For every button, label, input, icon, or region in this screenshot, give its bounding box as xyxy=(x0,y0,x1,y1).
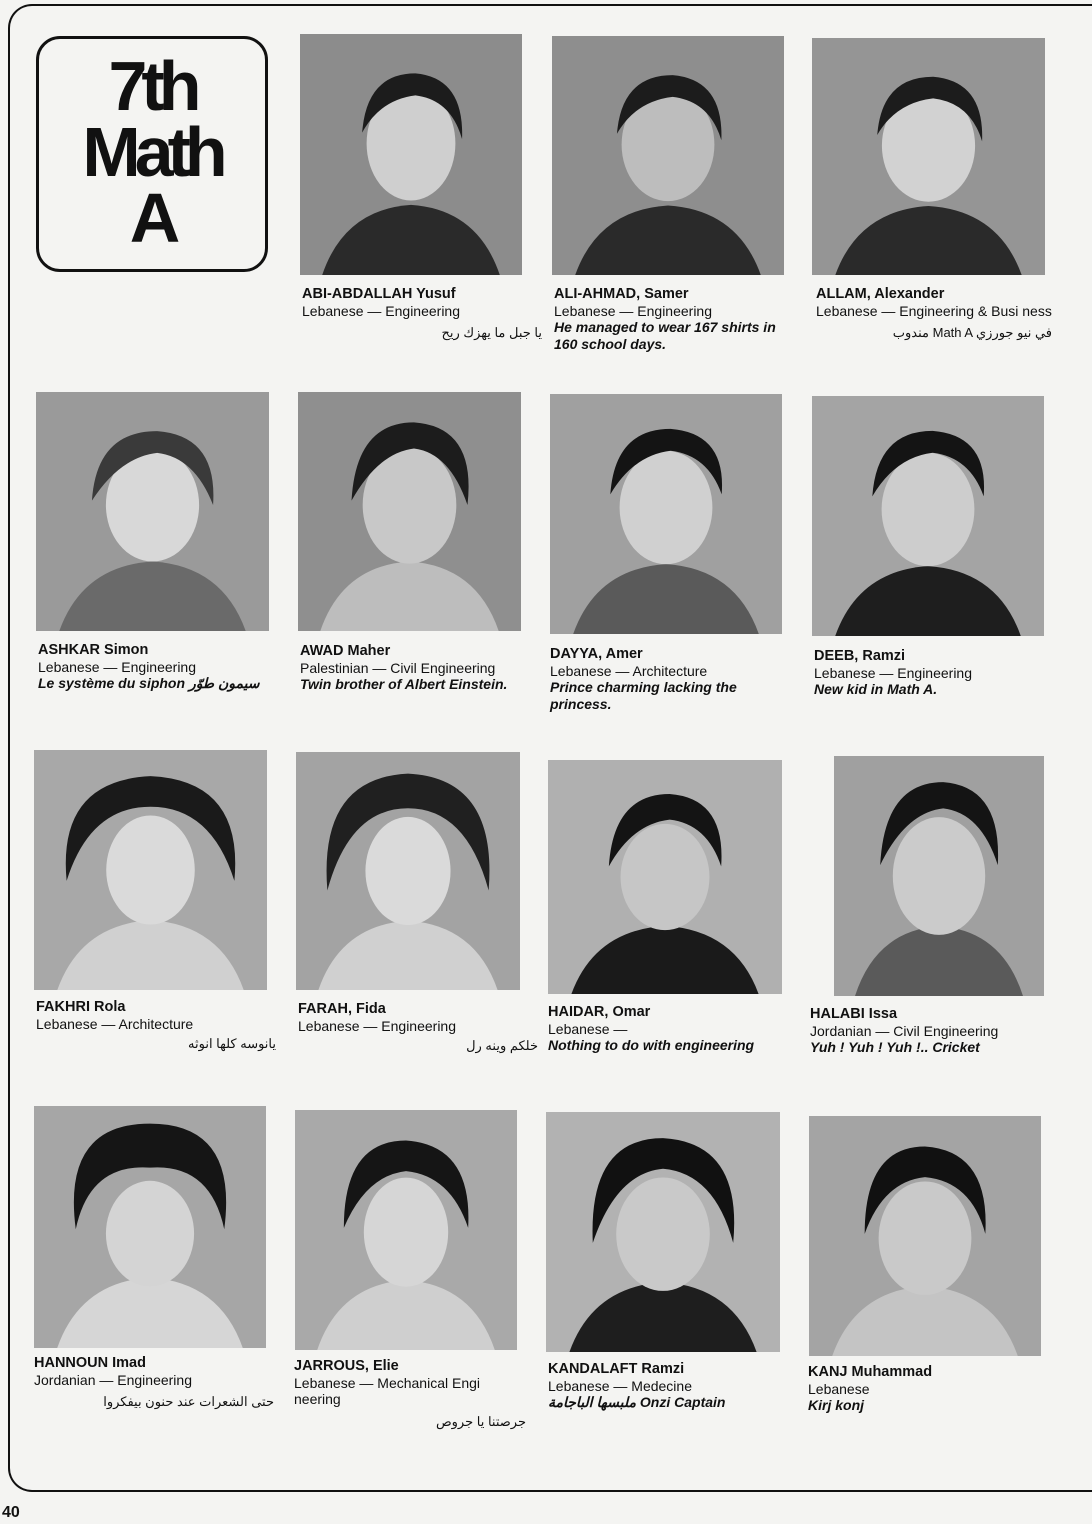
title-line-2: Math xyxy=(82,113,222,191)
student-caption xyxy=(38,642,278,692)
student-nationality: Lebanese — Medecine xyxy=(548,1377,692,1394)
student-photo xyxy=(548,760,782,994)
student-arabic-quote: يانوسه كلها انوثه xyxy=(188,1036,276,1051)
title-box xyxy=(36,36,268,272)
student-quote: Le système du siphon سيمون طوّر xyxy=(38,675,260,691)
student-caption xyxy=(554,286,794,352)
student-photo xyxy=(298,392,521,631)
student-photo xyxy=(812,38,1045,275)
student-name: HANNOUN Imad xyxy=(34,1355,146,1371)
student-nationality: Lebanese — Engineering xyxy=(814,664,973,681)
student-caption xyxy=(808,1364,1048,1414)
student-quote: He managed to wear 167 shirts in 160 school days. xyxy=(554,319,776,352)
student-photo xyxy=(546,1112,780,1352)
student-nationality: Lebanese — Architecture xyxy=(36,1015,194,1032)
student-name: KANJ Muhammad xyxy=(808,1364,933,1380)
student-nationality: Lebanese — xyxy=(548,1020,628,1037)
student-nationality: Lebanese — Engineering xyxy=(554,302,713,319)
student-name: DEEB, Ramzi xyxy=(814,648,906,664)
student-photo xyxy=(34,1106,266,1348)
student-quote: Yuh ! Yuh ! Yuh !.. Cricket xyxy=(810,1039,980,1055)
student-quote: Kirj konj xyxy=(808,1397,865,1413)
student-name: AWAD Maher xyxy=(300,643,391,659)
student-caption xyxy=(294,1358,526,1430)
student-quote: Nothing to do with engineering xyxy=(548,1037,755,1053)
student-nationality: Lebanese — Architecture xyxy=(550,662,708,679)
student-caption xyxy=(548,1361,788,1411)
student-nationality: Jordanian — Engineering xyxy=(34,1371,192,1388)
student-nationality: Lebanese — Engineering xyxy=(38,658,197,675)
student-caption xyxy=(34,1355,274,1411)
student-nationality: Lebanese — Mechanical Engi neering xyxy=(294,1374,481,1407)
student-caption xyxy=(300,643,540,693)
student-name: ABI-ABDALLAH Yusuf xyxy=(302,286,456,302)
student-nationality: Lebanese — Engineering & Busi ness xyxy=(816,302,1052,319)
student-arabic-quote: حتى الشعرات عند حنون بيفكروا xyxy=(103,1394,274,1409)
student-photo xyxy=(300,34,522,275)
student-nationality: Lebanese xyxy=(808,1380,870,1397)
student-quote: Prince charming lacking the princess. xyxy=(550,679,737,712)
student-quote: New kid in Math A. xyxy=(814,681,938,697)
student-name: FAKHRI Rola xyxy=(36,999,126,1015)
student-quote: Twin brother of Albert Einstein. xyxy=(300,676,508,692)
student-name: HAIDAR, Omar xyxy=(548,1004,651,1020)
student-photo xyxy=(834,756,1044,996)
student-nationality: Palestinian — Civil Engineering xyxy=(300,659,496,676)
student-caption xyxy=(810,1006,1050,1056)
title-line-1: 7th xyxy=(108,47,196,125)
student-name: ALI-AHMAD, Samer xyxy=(554,286,689,302)
student-photo xyxy=(552,36,784,275)
student-photo xyxy=(34,750,267,990)
student-name: DAYYA, Amer xyxy=(550,646,643,662)
student-name: ALLAM, Alexander xyxy=(816,286,945,302)
page-number: 40 xyxy=(2,1504,20,1521)
student-caption xyxy=(36,999,276,1053)
student-photo xyxy=(812,396,1044,636)
student-arabic-quote: جرصتنا يا جروص xyxy=(435,1413,526,1429)
student-nationality: Lebanese — Engineering xyxy=(298,1017,457,1034)
student-caption xyxy=(814,648,1054,698)
class-title xyxy=(39,47,265,257)
student-quote: ملبسها الباجامة Onzi Captain xyxy=(548,1394,726,1410)
student-name: JARROUS, Elie xyxy=(294,1358,399,1374)
student-nationality: Jordanian — Civil Engineering xyxy=(810,1022,999,1039)
student-name: FARAH, Fida xyxy=(298,1001,386,1017)
student-arabic-quote: يا جبل ما يهزك ريح xyxy=(441,325,542,340)
student-photo xyxy=(36,392,269,631)
student-photo xyxy=(550,394,782,634)
title-line-3: A xyxy=(129,179,175,257)
student-caption xyxy=(302,286,542,342)
student-name: ASHKAR Simon xyxy=(38,642,149,658)
student-caption xyxy=(298,1001,538,1055)
student-name: KANDALAFT Ramzi xyxy=(548,1361,685,1377)
student-photo xyxy=(296,752,520,990)
student-caption xyxy=(550,646,790,712)
student-arabic-quote: خلكم وينه رل xyxy=(466,1038,538,1053)
student-nationality: Lebanese — Engineering xyxy=(302,302,461,319)
student-photo xyxy=(295,1110,517,1350)
student-name: HALABI Issa xyxy=(810,1006,898,1022)
student-caption xyxy=(548,1004,788,1054)
student-photo xyxy=(809,1116,1041,1356)
student-arabic-quote: مندوب Math A في نيو جورزي xyxy=(892,325,1052,340)
student-caption xyxy=(816,286,1052,342)
